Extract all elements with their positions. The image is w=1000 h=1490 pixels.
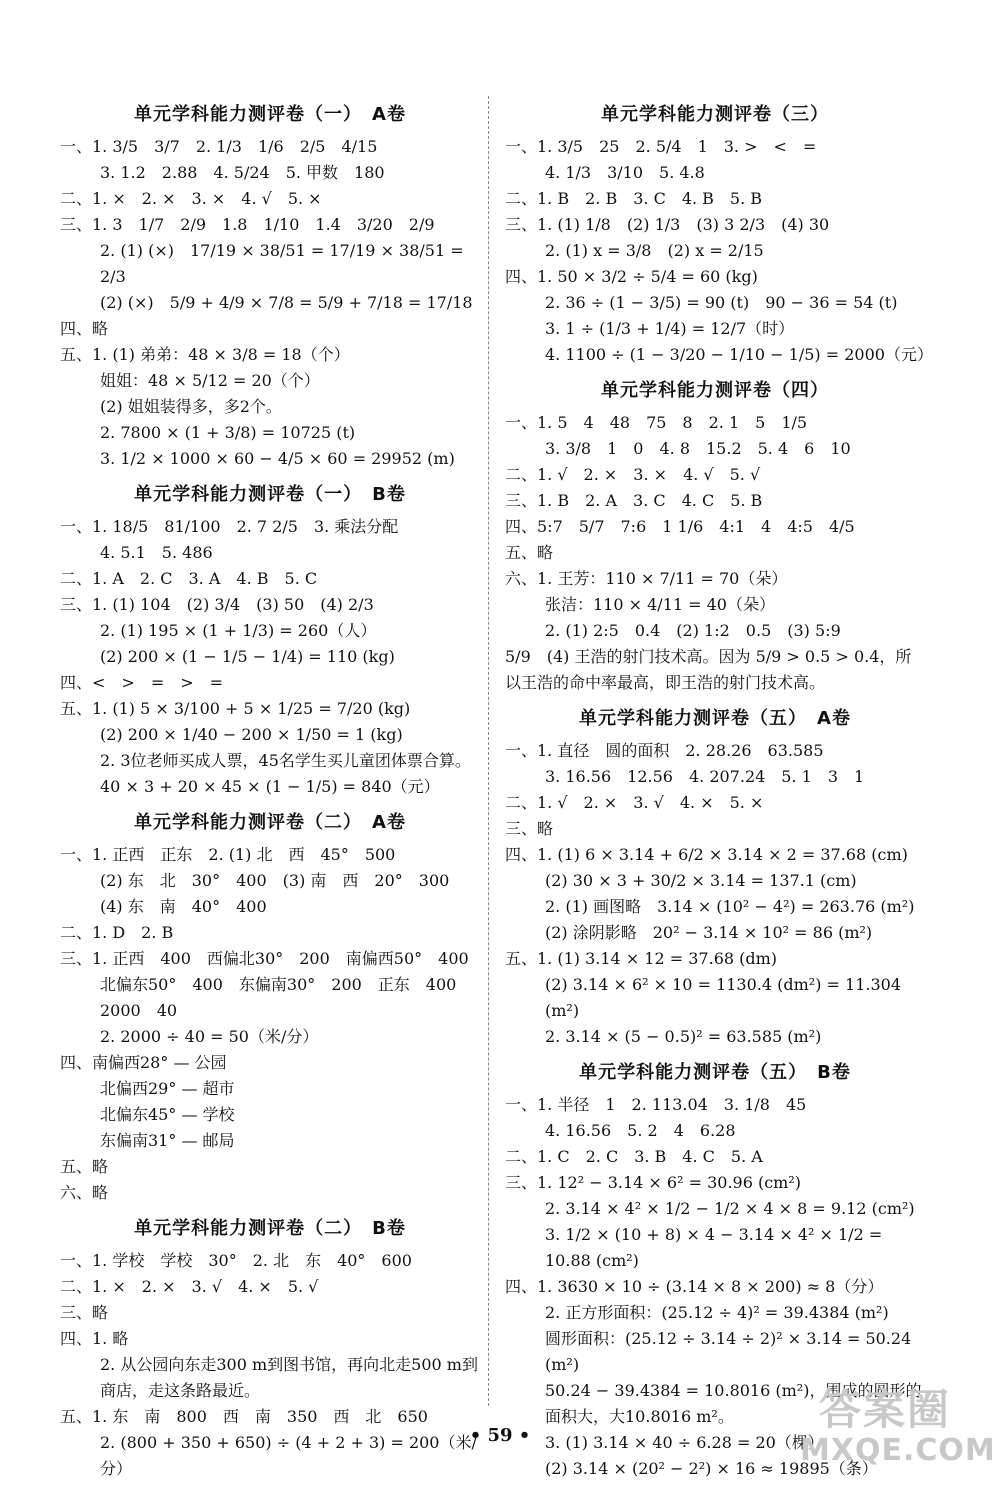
answer-line: 二、1. D 2. B [60,923,174,942]
watermark-text: 答案圈 [818,1385,951,1434]
answer-line: 三、1. 12² − 3.14 × 6² = 30.96 (cm²) [505,1173,802,1192]
right-column [505,96,933,1490]
answer-line: 一、1. 学校 学校 30° 2. 北 东 40° 600 [60,1251,412,1270]
answer-line: 北偏东50° 400 东偏南30° 200 正东 400 [100,975,457,994]
answer-line: (2) (×) 5/9 + 4/9 × 7/8 = 5/9 + 7/18 = 17/18 [100,293,473,312]
answer-line: 一、1. 直径 圆的面积 2. 28.26 63.585 [505,741,824,760]
answer-line: 2000 40 [100,1001,178,1020]
answer-line: 一、1. 半径 1 2. 113.04 3. 1/8 45 [505,1095,807,1114]
answer-line: 二、1. × 2. × 3. × 4. √ 5. × [60,189,322,208]
answer-line: (2) 3.14 × 6² × 10 = 1130.4 (dm²) = 11.304 (m²) [545,975,907,1020]
answer-line: 姐姐：48 × 5/12 = 20（个） [100,371,320,390]
answer-line: 5/9 (4) 王浩的射门技术高。因为 5/9 > 0.5 > 0.4，所以王浩的命中率最高，即王浩的射门技术高。 [505,647,912,692]
answer-line: 四、1. (1) 6 × 3.14 + 6/2 × 3.14 × 2 = 37.68 (cm) [505,845,908,864]
section-unit5-a [505,704,925,1050]
section-title: 单元学科能力测评卷（五） A卷 [579,708,851,729]
answer-line: 2. 从公园向东走300 m到图书馆，再向北走500 m到商店，走这条路最近。 [100,1355,478,1400]
answer-line: (4) 东 南 40° 400 [100,897,267,916]
section-title: 单元学科能力测评卷（三） [601,104,829,125]
answer-line: 四、5:7 5/7 7:6 1 1/6 4:1 4 4:5 4/5 [505,517,855,536]
section-unit3 [505,100,933,368]
answer-line: 六、略 [60,1183,109,1202]
section-title: 单元学科能力测评卷（一） A卷 [134,104,406,125]
answer-line: 二、1. √ 2. × 3. × 4. √ 5. √ [505,465,761,484]
answer-line: 圆形面积：(25.12 ÷ 3.14 ÷ 2)² × 3.14 = 50.24 (m²) [545,1329,917,1374]
answer-line: 3. 1.2 2.88 4. 5/24 5. 甲数 180 [100,163,385,182]
answer-line: 一、1. 18/5 81/100 2. 7 2/5 3. 乘法分配 [60,517,399,536]
answer-line: 2. 3位老师买成人票，45名学生买儿童团体票合算。 [100,751,471,770]
answer-line: 三、略 [60,1303,109,1322]
answer-line: 2. 3.14 × 4² × 1/2 − 1/2 × 4 × 8 = 9.12 (cm²) [545,1199,915,1218]
answer-line: (2) 200 × (1 − 1/5 − 1/4) = 110 (kg) [100,647,395,666]
answer-line: 北偏西29° — 超市 [100,1079,235,1098]
section-unit2-a [60,808,480,1206]
watermark-logo [800,1385,996,1477]
answer-line: 四、< > = > = [60,673,224,692]
answer-line: (2) 30 × 3 + 30/2 × 3.14 = 137.1 (cm) [545,871,857,890]
answer-line: 一、1. 5 4 48 75 8 2. 1 5 1/5 [505,413,808,432]
answer-line: 3. 1/2 × 1000 × 60 − 4/5 × 60 = 29952 (m) [100,449,455,468]
answer-line: 2. 7800 × (1 + 3/8) = 10725 (t) [100,423,356,442]
answer-line: 3. 1 ÷ (1/3 + 1/4) = 12/7（时） [545,319,795,338]
answer-line: 五、1. (1) 5 × 3/100 + 5 × 1/25 = 7/20 (kg) [60,699,411,718]
answer-line: 2. (1) 画图略 3.14 × (10² − 4²) = 263.76 (m²) [545,897,915,916]
answer-line: 二、1. × 2. × 3. √ 4. × 5. √ [60,1277,319,1296]
answer-line: 三、略 [505,819,554,838]
section-unit1-a [60,100,480,472]
section-title: 单元学科能力测评卷（四） [601,380,829,401]
answer-line: 2. 2000 ÷ 40 = 50（米/分） [100,1027,319,1046]
column-divider [488,96,489,1406]
answer-line: 东偏南31° — 邮局 [100,1131,235,1150]
answer-line: 五、1. 东 南 800 西 南 350 西 北 650 [60,1407,428,1426]
answer-line: 五、略 [60,1157,109,1176]
answer-line: 一、1. 3/5 25 2. 5/4 1 3. > < = [505,137,817,156]
answer-line: 三、1. (1) 1/8 (2) 1/3 (3) 3 2/3 (4) 30 [505,215,830,234]
answer-line: 三、1. 正西 400 西偏北30° 200 南偏西50° 400 [60,949,469,968]
answer-line: 3. 3/8 1 0 4. 8 15.2 5. 4 6 10 [545,439,851,458]
answer-line: 五、1. (1) 3.14 × 12 = 37.68 (dm) [505,949,778,968]
answer-line: 二、1. √ 2. × 3. √ 4. × 5. × [505,793,764,812]
answer-line: 2. (1) x = 3/8 (2) x = 2/15 [545,241,764,260]
answer-line: 一、1. 正西 正东 2. (1) 北 西 45° 500 [60,845,396,864]
answer-line: 2. 正方形面积：(25.12 ÷ 4)² = 39.4384 (m²) [545,1303,889,1322]
answer-line: 二、1. A 2. C 3. A 4. B 5. C [60,569,318,588]
answer-line: 3. 16.56 12.56 4. 207.24 5. 1 3 1 [545,767,865,786]
answer-line: (2) 200 × 1/40 − 200 × 1/50 = 1 (kg) [100,725,403,744]
section-unit1-b [60,480,480,800]
answer-line: 4. 1100 ÷ (1 − 3/20 − 1/10 − 1/5) = 2000（元） [545,345,933,364]
answer-line: 四、略 [60,319,109,338]
section-unit4 [505,376,925,696]
answer-line: 50.24 − 39.4384 = 10.8016 (m²)，围成的圆形的面积大，大10.8016 m²。 [545,1381,922,1426]
answer-line: (2) 东 北 30° 400 (3) 南 西 20° 300 [100,871,450,890]
answer-line: 2. (1) 195 × (1 + 1/3) = 260（人） [100,621,377,640]
answer-line: 五、略 [505,543,554,562]
answer-line: 3. 1/2 × (10 + 8) × 4 − 3.14 × 4² × 1/2 = 10.88 (cm²) [545,1225,888,1270]
answer-line: 3. (1) 3.14 × 40 ÷ 6.28 = 20（棵） [545,1433,824,1452]
answer-line: 三、1. B 2. A 3. C 4. C 5. B [505,491,763,510]
answer-line: 40 × 3 + 20 × 45 × (1 − 1/5) = 840（元） [100,777,440,796]
answer-line: 北偏东45° — 学校 [100,1105,235,1124]
answer-line: (2) 姐姐装得多，多2个。 [100,397,282,416]
answer-line: 2. (1) (×) 17/19 × 38/51 = 17/19 × 38/51 = 2/3 [100,241,469,286]
answer-line: 四、1. 略 [60,1329,129,1348]
section-title: 单元学科能力测评卷（一） B卷 [134,484,406,505]
section-title: 单元学科能力测评卷（二） B卷 [134,1218,406,1239]
answer-line: 六、1. 王芳：110 × 7/11 = 70（朵） [505,569,788,588]
answer-line: 2. (1) 2:5 0.4 (2) 1:2 0.5 (3) 5:9 [545,621,841,640]
answer-line: (2) 涂阴影略 20² − 3.14 × 10² = 86 (m²) [545,923,873,942]
answer-line: 4. 5.1 5. 486 [100,543,213,562]
answer-line: 一、1. 3/5 3/7 2. 1/3 1/6 2/5 4/15 [60,137,378,156]
left-column [60,96,480,1490]
answer-line: 四、1. 50 × 3/2 ÷ 5/4 = 60 (kg) [505,267,758,286]
answer-line: 四、南偏西28° — 公园 [60,1053,227,1072]
answer-line: 二、1. C 2. C 3. B 4. C 5. A [505,1147,763,1166]
answer-line: (2) 3.14 × (20² − 2²) × 16 ≈ 19895（条） [545,1459,878,1478]
answer-line: 张洁：110 × 4/11 = 40（朵） [545,595,775,614]
answer-line: 五、1. (1) 弟弟：48 × 3/8 = 18（个） [60,345,350,364]
answer-line: 三、1. 3 1/7 2/9 1.8 1/10 1.4 3/20 2/9 [60,215,435,234]
answer-line: 四、1. 3630 × 10 ÷ (3.14 × 8 × 200) ≈ 8（分） [505,1277,884,1296]
section-title: 单元学科能力测评卷（五） B卷 [579,1062,851,1083]
answer-line: 4. 16.56 5. 2 4 6.28 [545,1121,736,1140]
answer-line: 2. 36 ÷ (1 − 3/5) = 90 (t) 90 − 36 = 54 (t) [545,293,898,312]
watermark-url: MXQE.COM [800,1433,996,1468]
answer-line: 三、1. (1) 104 (2) 3/4 (3) 50 (4) 2/3 [60,595,374,614]
page-number: • 59 • [469,1425,531,1446]
answer-line: 二、1. B 2. B 3. C 4. B 5. B [505,189,763,208]
section-title: 单元学科能力测评卷（二） A卷 [134,812,406,833]
answer-line: 2. 3.14 × (5 − 0.5)² = 63.585 (m²) [545,1027,822,1046]
answer-line: 2. (800 + 350 + 650) ÷ (4 + 2 + 3) = 200（米/分） [100,1433,477,1478]
answer-line: 4. 1/3 3/10 5. 4.8 [545,163,705,182]
